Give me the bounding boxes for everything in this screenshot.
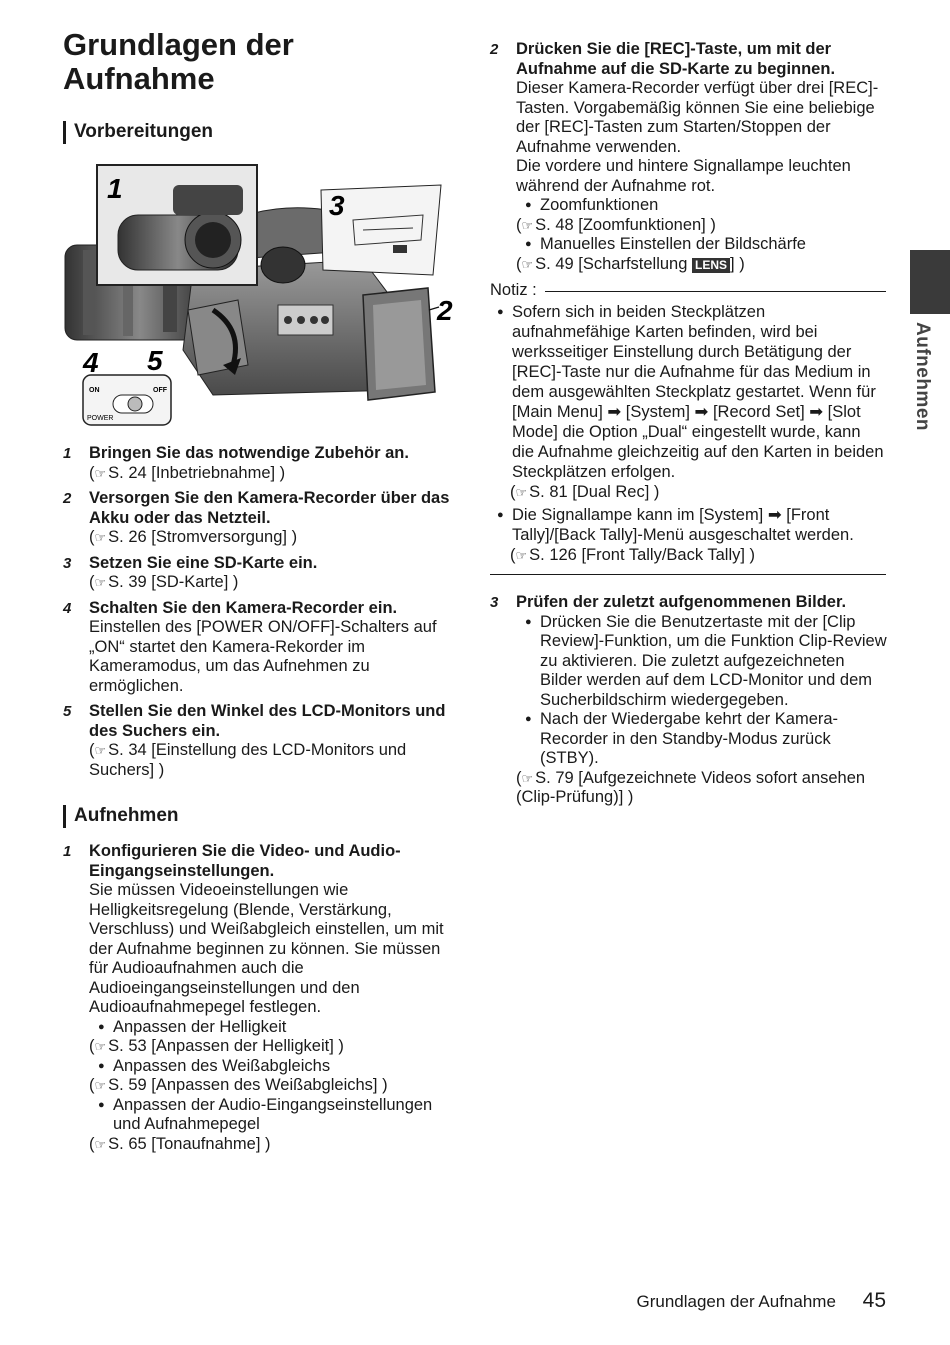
section-heading-prep: Vorbereitungen xyxy=(63,120,463,144)
ref-link[interactable]: (☞ S. 34 [Einstellung des LCD-Monitors und Suchers] ) xyxy=(89,741,407,779)
record-step-1: 1 Konfigurieren Sie die Video- und Audio-Eingangseinstellungen. Sie müssen Videoeinstellungen wie Helligkeitsregelung (Blende, Verstärkung, Verschluss) und Weißabgleich einstellen, um mit der Aufnahme beginnen zu können. Sie müssen für Audioaufnahmen auch die Audioeingangseinstellungen und den Audioaufnahmepegel festlegen. ● Anpassen der Helligkeit (☞ S. 53 [Anpassen der Helligkeit] ) ● Anpassen des Weißabgleichs (☞ S. 59 [Anpassen des Weißabgleichs] ) ● Anpassen der Audio-Eingangseinstellungen und Aufnahmepegel (☞ S. 65 [Tonaufnahme] ) xyxy=(63,842,463,1154)
prep-step-5: 5 Stellen Sie den Winkel des LCD-Monitors und des Suchers ein. (☞ S. 34 [Einstellung des LCD-Monitors und Suchers] ) xyxy=(63,702,463,780)
ref-link[interactable]: (☞ S. 24 [Inbetriebnahme] ) xyxy=(89,463,286,482)
switch-off-label: OFF xyxy=(153,387,167,394)
lens-badge: LENS xyxy=(692,258,730,273)
note-list xyxy=(490,302,886,575)
left-column xyxy=(63,28,463,1154)
pointing-hand-icon: ☞ xyxy=(521,217,534,233)
bullet-item: ● Anpassen der Helligkeit xyxy=(89,1018,463,1038)
chapter-tab-marker xyxy=(910,250,950,314)
ref-link[interactable]: (☞ S. 65 [Tonaufnahme] ) xyxy=(89,1134,271,1153)
figure-label-4: 4 xyxy=(83,347,99,378)
figure-label-3: 3 xyxy=(329,190,345,221)
pointing-hand-icon: ☞ xyxy=(521,770,534,786)
ref-link[interactable]: (☞ S. 39 [SD-Karte] ) xyxy=(89,573,239,591)
ref-link[interactable]: (☞ S. 53 [Anpassen der Helligkeit] ) xyxy=(89,1037,344,1055)
camera-illustration xyxy=(63,160,463,430)
bullet-item: ● Anpassen der Audio-Eingangseinstellungen und Aufnahmepegel xyxy=(89,1096,463,1135)
note-item: ● Die Signallampe kann im [System] ➡ [Front Tally]/[Back Tally]-Menü ausgeschaltet werden. xyxy=(490,505,886,545)
prep-step-4: 4 Schalten Sie den Kamera-Recorder ein. Einstellen des [POWER ON/OFF]-Schalters auf „ON“ startet den Kamera-Rekorder im Kameramodus, um das Aufnehmen zu ermöglichen. xyxy=(63,598,437,695)
figure-label-2: 2 xyxy=(437,295,453,326)
prep-step-1: 1 Bringen Sie das notwendige Zubehör an. (☞ S. 24 [Inbetriebnahme] ) xyxy=(63,444,463,483)
page-footer xyxy=(636,1289,886,1313)
switch-power-label: POWER xyxy=(87,415,114,422)
ref-link[interactable]: (☞ S. 48 [Zoomfunktionen] ) xyxy=(516,215,716,234)
pointing-hand-icon: ☞ xyxy=(94,1078,107,1093)
figure-label-5: 5 xyxy=(147,345,163,376)
pointing-hand-icon: ☞ xyxy=(94,575,107,590)
switch-on-label: ON xyxy=(89,387,100,394)
chapter-tab-label: Aufnehmen xyxy=(912,322,933,431)
note-item: ● Sofern sich in beiden Steckplätzen aufnahmefähige Karten befinden, wird bei werksseitiger Einstellung durch Betätigung der [REC]-Taste nur die Aufnahme für das Medium in dem ausgewählten Steckplatz gestartet. Wenn für [Main Menu] ➡ [System] ➡ [Record Set] ➡ [Slot Mode] die Option „Dual“ eingestellt wurde, kann die Aufnahme gleichzeitig auf den Karten in beiden Steckplätzen erfolgen. xyxy=(490,302,886,482)
bullet-item: ● Drücken Sie die Benutzertaste mit der [Clip Review]-Funktion, um die Funktion Clip-Review zu aktivieren. Die zuletzt aufgezeichneten Bilder werden auf dem LCD-Monitor und dem Sucherbildschirm wiedergegeben. xyxy=(516,613,890,711)
ref-link[interactable]: (☞ S. 81 [Dual Rec] ) xyxy=(510,483,660,501)
pointing-hand-icon: ☞ xyxy=(94,1039,107,1054)
pointing-hand-icon: ☞ xyxy=(521,256,534,272)
note-heading: Notiz : xyxy=(490,280,890,300)
prep-step-3: 3 Setzen Sie eine SD-Karte ein. (☞ S. 39 [SD-Karte] ) xyxy=(63,554,463,593)
prep-step-2: 2 Versorgen Sie den Kamera-Recorder über das Akku oder das Netzteil. (☞ S. 26 [Stromversorgung] ) xyxy=(63,489,463,548)
note-rule xyxy=(545,291,886,292)
camera-drawing xyxy=(63,160,463,430)
pointing-hand-icon: ☞ xyxy=(515,485,528,500)
right-column xyxy=(490,40,890,808)
bullet-item: ● Manuelles Einstellen der Bildschärfe xyxy=(516,235,890,255)
page-title: Grundlagen der Aufnahme xyxy=(63,27,294,96)
footer-title: Grundlagen der Aufnahme xyxy=(636,1292,836,1311)
ref-link[interactable]: (☞ S. 59 [Anpassen des Weißabgleichs] ) xyxy=(89,1076,388,1094)
pointing-hand-icon: ☞ xyxy=(94,1136,107,1152)
record-step-3: 3 Prüfen der zuletzt aufgenommenen Bilder. ● Drücken Sie die Benutzertaste mit der [Clip Review]-Funktion, um die Funktion Clip-Review zu aktivieren. Die zuletzt aufgezeichneten Bilder werden auf dem LCD-Monitor und dem Sucherbildschirm wiedergegeben. ● Nach der Wiedergabe kehrt der Kamera-Recorder in den Standby-Modus zurück (STBY). (☞ S. 79 [Aufgezeichnete Videos sofort ansehen (Clip-Prüfung)] ) xyxy=(490,593,890,808)
bullet-item: ● Zoomfunktionen xyxy=(516,196,890,216)
record-step-2: 2 Drücken Sie die [REC]-Taste, um mit der Aufnahme auf die SD-Karte zu beginnen. Dieser Kamera-Recorder verfügt über drei [REC]-Tasten. Vorgabemäßig können Sie eine beliebige der [REC]-Tasten zum Starten/Stoppen der Aufnahme verwenden. Die vordere und hintere Signallampe leuchten während der Aufnahme rot. ● Zoomfunktionen (☞ S. 48 [Zoomfunktionen] ) ● Manuelles Einstellen der Bildschärfe (☞ S. 49 [Scharfstellung LENS ] ) xyxy=(490,40,890,274)
ref-link[interactable]: (☞ S. 49 [Scharfstellung LENS ] ) xyxy=(516,254,745,273)
ref-link[interactable]: (☞ S. 126 [Front Tally/Back Tally] ) xyxy=(510,546,756,564)
ref-link[interactable]: (☞ S. 26 [Stromversorgung] ) xyxy=(89,528,298,546)
bullet-item: ● Nach der Wiedergabe kehrt der Kamera-Recorder in den Standby-Modus zurück (STBY). xyxy=(516,710,890,769)
figure-label-1: 1 xyxy=(107,173,123,204)
pointing-hand-icon: ☞ xyxy=(94,465,107,481)
section-heading-record: Aufnehmen xyxy=(63,804,463,828)
bullet-item: ● Anpassen des Weißabgleichs xyxy=(89,1057,463,1077)
pointing-hand-icon: ☞ xyxy=(94,530,107,545)
page-number: 45 xyxy=(862,1289,886,1312)
pointing-hand-icon: ☞ xyxy=(515,548,528,563)
pointing-hand-icon: ☞ xyxy=(94,743,107,758)
ref-link[interactable]: (☞ S. 79 [Aufgezeichnete Videos sofort ansehen (Clip-Prüfung)] ) xyxy=(516,768,866,806)
